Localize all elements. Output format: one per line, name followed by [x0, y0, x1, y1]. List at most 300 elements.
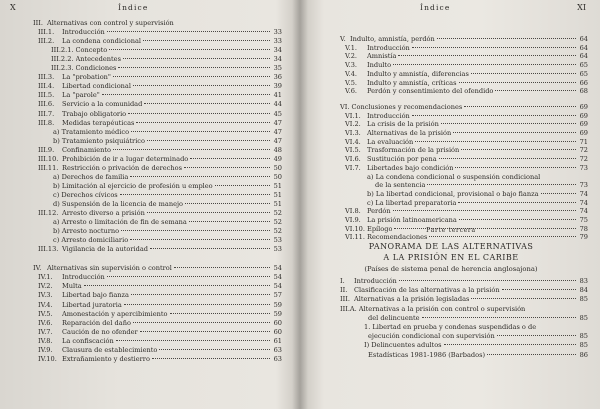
toc-entry-number: IV.3. — [38, 291, 53, 300]
toc-entry-number: III.7. — [38, 109, 55, 118]
dot-leader — [159, 349, 270, 350]
toc-entry-title: Amonestación y apercibimiento — [62, 309, 168, 318]
toc-entry-title: Confinamiento — [62, 145, 111, 154]
toc-entry-title: Libertad juratoria — [62, 300, 122, 309]
toc-entry-page: 34 — [273, 55, 282, 64]
toc-entry — [362, 323, 588, 332]
toc-entry-page: 66 — [579, 78, 588, 87]
toc-entry — [345, 79, 588, 88]
toc-entry-number: IV.9. — [38, 345, 53, 354]
toc-entry — [38, 155, 282, 164]
toc-entry-page: 64 — [579, 52, 588, 61]
toc-entry — [38, 28, 282, 37]
dot-leader — [459, 82, 577, 83]
toc-entry-page: 60 — [273, 327, 282, 336]
dot-leader — [84, 285, 270, 286]
dot-leader — [147, 212, 270, 213]
dot-leader — [130, 176, 270, 177]
toc-entry — [345, 216, 588, 225]
toc-entry — [340, 35, 588, 44]
toc-entry-title: Antecedentes — [75, 55, 121, 64]
toc-entry-title: Introducción — [62, 273, 105, 282]
toc-entry-title: Sustitución por pena — [367, 155, 437, 164]
dot-leader — [441, 123, 576, 124]
toc-entry — [38, 37, 282, 46]
toc-entry-number: VI.10. — [345, 224, 365, 233]
dot-leader — [170, 313, 271, 314]
toc-entry — [38, 301, 282, 310]
toc-entry — [340, 103, 588, 112]
toc-entry-title: b) Limitación al ejercicio de profesión u empleo — [53, 181, 213, 190]
toc-entry-number: IV.1. — [38, 273, 53, 282]
toc-entry — [365, 190, 588, 199]
toc-entry — [38, 91, 282, 100]
part-subtitle: (Países de sistema penal de herencia anglosajona) — [364, 265, 538, 273]
toc-entry-title: Perdón y consentimiento del ofendido — [367, 87, 494, 96]
toc-entry-title: a) La condena condicional o suspensión condicional — [367, 172, 541, 181]
dot-leader — [429, 236, 576, 237]
dot-leader — [184, 167, 270, 168]
toc-entry-title: del delincuente — [368, 313, 420, 322]
toc-entry-number: IV.4. — [38, 300, 53, 309]
left-running-head: Índice — [118, 3, 149, 12]
toc-entry-page: 51 — [273, 181, 282, 190]
toc-entry-number: VI.4. — [345, 137, 361, 146]
toc-entry-title: La prisión latinoamericana — [367, 216, 457, 224]
toc-entry-title: La "probation" — [62, 73, 111, 82]
toc-entry-page: 85 — [579, 341, 588, 350]
toc-entry-title: b) Arresto nocturno — [53, 227, 120, 236]
dot-leader — [147, 140, 270, 141]
toc-entry-title: a) Tratamiento médico — [53, 127, 130, 136]
dot-leader — [124, 304, 270, 305]
toc-entry — [38, 100, 282, 109]
toc-entry-page: 48 — [273, 145, 282, 154]
toc-entry — [345, 61, 588, 70]
dot-leader — [144, 103, 270, 104]
toc-entry-title: Conclusiones y recomendaciones — [351, 102, 463, 111]
toc-entry-page: 73 — [579, 163, 588, 172]
toc-entry-title: Trabajo obligatorio — [62, 109, 127, 118]
toc-entry-title: Condiciones — [75, 64, 117, 73]
toc-entry-title: Multa — [62, 282, 82, 291]
toc-entry-page: 52 — [273, 227, 282, 236]
dot-leader — [427, 184, 576, 185]
toc-entry-page: 49 — [273, 154, 282, 163]
dot-leader — [128, 113, 270, 114]
toc-entry-title: La condena condicional — [62, 37, 142, 46]
toc-entry-title: La crisis de la prisión — [367, 120, 439, 129]
toc-entry — [33, 264, 282, 273]
toc-entry-title: La "parole" — [62, 91, 100, 100]
toc-entry-page: 36 — [273, 73, 282, 82]
toc-entry — [38, 310, 282, 319]
toc-entry-number: VI.3. — [345, 129, 361, 137]
toc-entry-number: V.5. — [345, 78, 357, 87]
toc-entry — [38, 282, 282, 291]
toc-entry — [51, 191, 282, 200]
toc-entry-page: 69 — [579, 102, 588, 111]
toc-entry-number: III.2. — [38, 37, 55, 46]
toc-entry-number: VI.1. — [345, 111, 361, 120]
dot-leader — [120, 194, 270, 195]
toc-entry-page: 74 — [579, 207, 588, 216]
dot-leader — [113, 149, 270, 150]
toc-entry-page: 53 — [273, 236, 282, 245]
dot-leader — [118, 67, 270, 68]
dot-leader — [136, 122, 270, 123]
toc-entry-title: Trasformación de la prisión — [367, 146, 460, 155]
toc-entry-page: 65 — [579, 69, 588, 78]
toc-entry-title: Indulto, amnistía, perdón — [350, 35, 435, 43]
toc-entry-title: Indulto y amnistía, críticas — [367, 78, 457, 87]
toc-entry-number: IV.10. — [38, 354, 57, 363]
toc-entry — [345, 155, 588, 164]
toc-entry-title: La evaluación — [367, 137, 414, 146]
toc-entry-page: 47 — [273, 118, 282, 127]
toc-entry-page: 34 — [273, 46, 282, 55]
toc-entry-title: Arresto diverso a prisión — [62, 209, 145, 218]
toc-entry — [38, 110, 282, 119]
toc-entry-title: Alternativas a la prisión legisladas — [354, 295, 470, 304]
toc-entry-page: 86 — [579, 350, 588, 359]
toc-entry — [38, 346, 282, 355]
dot-leader — [189, 221, 270, 222]
right-folio: XI — [577, 3, 586, 12]
toc-entry-page: 60 — [273, 318, 282, 327]
toc-entry — [51, 55, 282, 64]
toc-entry-page: 85 — [579, 313, 588, 322]
toc-entry — [51, 182, 282, 191]
toc-entry-title: Libertades bajo condición — [367, 163, 454, 172]
toc-entry-number: IV.7. — [38, 327, 53, 336]
dot-leader — [502, 289, 576, 290]
dot-leader — [150, 248, 270, 249]
toc-entry — [38, 273, 282, 282]
toc-entry-page: 57 — [273, 291, 282, 300]
toc-entry-title: Clasificación de las alternativas a la prisión — [354, 286, 500, 295]
dot-leader — [109, 49, 270, 50]
toc-entry — [38, 146, 282, 155]
dot-leader — [121, 230, 270, 231]
dot-leader — [487, 354, 576, 355]
toc-entry-title: Indulto — [367, 61, 392, 70]
toc-entry-page: 69 — [579, 111, 588, 120]
toc-entry-title: Medidas terapéuticas — [62, 118, 135, 127]
toc-entry — [51, 173, 282, 182]
toc-entry — [38, 82, 282, 91]
toc-entry-title: Restricción o privación de derechos — [62, 163, 182, 172]
toc-entry-page: 51 — [273, 190, 282, 199]
dot-leader — [133, 85, 270, 86]
toc-entry — [365, 173, 588, 182]
toc-entry — [51, 128, 282, 137]
toc-entry-page: 71 — [579, 137, 588, 146]
dot-leader — [393, 64, 576, 65]
toc-entry-page: 85 — [579, 295, 588, 304]
dot-leader — [152, 358, 270, 359]
left-folio: X — [10, 3, 16, 12]
toc-entry-title: Servicio a la comunidad — [62, 100, 143, 109]
dot-leader — [393, 210, 576, 211]
toc-entry — [33, 19, 282, 28]
toc-entry-title: La confiscación — [62, 336, 114, 345]
toc-entry-title: b) La libertad condicional, provisional o bajo fianza — [367, 189, 539, 198]
toc-entry-title: d) Suspensión de la licencia de manejo — [53, 200, 184, 208]
toc-entry-page: 75 — [579, 216, 588, 224]
dot-leader — [471, 73, 576, 74]
toc-entry — [38, 291, 282, 300]
toc-entry-title: I) Delincuentes adultos — [364, 341, 442, 350]
toc-entry-title: ejecución condicional con supervisión — [368, 332, 495, 341]
part-label: Parte tercera — [426, 227, 476, 234]
toc-entry-number: III.9. — [38, 145, 55, 154]
toc-entry — [51, 227, 282, 236]
toc-entry-number: III.4. — [38, 82, 55, 91]
toc-entry-page: 33 — [273, 28, 282, 37]
toc-entry — [38, 337, 282, 346]
toc-entry-page: 47 — [273, 136, 282, 145]
toc-entry-number: I. — [340, 277, 345, 285]
toc-entry-page: 72 — [579, 146, 588, 155]
toc-entry-number: IV.2. — [38, 282, 53, 291]
toc-entry — [38, 73, 282, 82]
toc-entry-title: Libertad condicional — [62, 82, 131, 91]
toc-entry — [51, 236, 282, 245]
toc-entry-title: Alternativas con control y supervisión — [47, 19, 174, 27]
dot-leader — [455, 167, 576, 168]
left-page — [0, 0, 298, 409]
toc-entry-number: VI.11. — [345, 233, 365, 242]
toc-entry-number: III.6. — [38, 100, 55, 109]
toc-entry-title: Epílogo — [367, 224, 393, 233]
toc-entry — [345, 120, 588, 129]
toc-entry-number: IV.8. — [38, 336, 53, 345]
toc-entry-page: 79 — [579, 233, 588, 242]
toc-entry-number: III.11. — [38, 163, 59, 172]
toc-entry — [38, 245, 282, 254]
dot-leader — [190, 158, 270, 159]
toc-entry-page: 85 — [579, 332, 588, 341]
toc-entry-number: V.3. — [345, 61, 357, 70]
toc-entry — [340, 305, 588, 314]
toc-entry-page: 54 — [273, 282, 282, 291]
toc-entry-number: III.3. — [38, 73, 55, 82]
toc-entry-number: III.2.3. — [51, 64, 74, 73]
toc-entry — [38, 119, 282, 128]
toc-entry-page: 84 — [579, 286, 588, 295]
toc-entry-number: VI.5. — [345, 146, 361, 155]
dot-leader — [412, 115, 576, 116]
toc-entry-number: VI. — [340, 102, 350, 111]
toc-entry-page: 59 — [273, 300, 282, 309]
toc-entry-number: VI.6. — [345, 155, 361, 164]
toc-entry-page: 74 — [579, 189, 588, 198]
toc-entry-page: 33 — [273, 37, 282, 46]
toc-entry-title: c) La libertad preparatoria — [367, 198, 457, 207]
toc-entry — [366, 351, 588, 360]
toc-entry-page: 54 — [273, 264, 282, 273]
dot-leader — [495, 90, 576, 91]
toc-entry-title: Introducción — [354, 277, 397, 285]
toc-entry — [51, 46, 282, 55]
toc-entry-page: 72 — [579, 155, 588, 164]
toc-entry-title: Extrañamiento y destierro — [62, 354, 150, 363]
toc-entry — [38, 319, 282, 328]
toc-entry-number: VI.9. — [345, 216, 361, 224]
toc-entry-number: III.13. — [38, 245, 59, 254]
toc-entry — [340, 295, 588, 304]
toc-entry-page: 64 — [579, 35, 588, 43]
toc-entry-number: V.4. — [345, 69, 357, 78]
toc-entry-page: 64 — [579, 43, 588, 52]
toc-entry — [51, 218, 282, 227]
toc-entry-page: 50 — [273, 172, 282, 181]
dot-leader — [399, 280, 576, 281]
toc-entry-number: V. — [340, 35, 346, 43]
toc-entry-number: III.1. — [38, 28, 55, 37]
toc-entry — [340, 277, 588, 286]
toc-entry — [51, 64, 282, 73]
toc-entry-number: VI.7. — [345, 163, 361, 172]
toc-entry-page: 45 — [273, 109, 282, 118]
toc-entry — [38, 164, 282, 173]
toc-entry-title: Prohibición de ir a lugar determinado — [62, 154, 189, 163]
toc-entry — [362, 341, 588, 350]
dot-leader — [130, 239, 270, 240]
toc-entry-number: III. — [340, 295, 350, 304]
dot-leader — [461, 149, 576, 150]
toc-entry — [345, 138, 588, 147]
dot-leader — [415, 141, 576, 142]
toc-entry-number: IV.5. — [38, 309, 53, 318]
dot-leader — [140, 331, 270, 332]
dot-leader — [412, 47, 576, 48]
toc-entry-title: Recomendaciones — [367, 233, 428, 242]
toc-entry — [345, 207, 588, 216]
toc-entry-page: 59 — [273, 309, 282, 318]
toc-entry-number: IV.6. — [38, 318, 53, 327]
toc-entry-page: 52 — [273, 209, 282, 218]
toc-entry-page: 50 — [273, 163, 282, 172]
toc-entry-page: 83 — [579, 277, 588, 285]
toc-entry — [366, 332, 588, 341]
toc-entry — [345, 146, 588, 155]
dot-leader — [437, 38, 576, 39]
dot-leader — [116, 340, 270, 341]
toc-entry-number: III.2.2. — [51, 55, 74, 64]
dot-leader — [174, 267, 270, 268]
toc-entry-page: 53 — [273, 245, 282, 254]
toc-entry-title: Libertad bajo fianza — [62, 291, 129, 300]
toc-entry-page: 74 — [579, 198, 588, 207]
dot-leader — [131, 294, 270, 295]
toc-entry-title: Concepto — [75, 46, 108, 55]
toc-entry-title: Introducción — [367, 111, 410, 120]
toc-entry-title: b) Tratamiento psiquiátrico — [53, 136, 145, 145]
toc-entry-title: Indulto y amnistía, diferencias — [367, 69, 469, 78]
dot-leader — [215, 185, 270, 186]
toc-entry-page: 35 — [273, 64, 282, 73]
toc-entry-title: Vigilancia de la autoridad — [62, 245, 148, 254]
toc-entry — [38, 209, 282, 218]
dot-leader — [444, 344, 576, 345]
dot-leader — [497, 335, 576, 336]
dot-leader — [133, 322, 270, 323]
toc-entry-title: Perdón — [367, 207, 391, 216]
toc-entry-number: VI.8. — [345, 207, 361, 216]
right-running-head: Índice — [420, 3, 451, 12]
toc-entry-number: IV. — [33, 264, 42, 273]
toc-entry-page: 61 — [273, 336, 282, 345]
toc-entry-title: c) Arresto domiciliario — [53, 236, 129, 245]
toc-entry-number: III.A. — [340, 304, 357, 313]
dot-leader — [398, 55, 576, 56]
toc-entry — [345, 87, 588, 96]
toc-entry-page: 51 — [273, 200, 282, 208]
toc-entry — [340, 286, 588, 295]
toc-entry-number: III.5. — [38, 91, 55, 100]
toc-entry-title: Introducción — [367, 43, 410, 52]
dot-leader — [541, 193, 576, 194]
toc-entry-title: Amnistía — [367, 52, 397, 61]
part-title-line-1: PANORAMA DE LAS ALTERNATIVAS — [368, 242, 534, 251]
toc-entry-page: 41 — [273, 91, 282, 100]
toc-entry-title: Alternativas a la prisión con control o supervisión — [358, 304, 526, 313]
toc-entry — [366, 314, 588, 323]
toc-entry — [373, 181, 588, 190]
toc-entry-number: III.10. — [38, 154, 59, 163]
toc-entry-title: 1. Libertad en prueba y condenas suspendidas o de — [364, 323, 537, 331]
toc-entry — [345, 112, 588, 121]
toc-entry-page: 47 — [273, 127, 282, 136]
toc-entry — [345, 129, 588, 138]
dot-leader — [107, 31, 270, 32]
toc-entry-title: Introducción — [62, 28, 105, 37]
dot-leader — [107, 276, 270, 277]
dot-leader — [471, 298, 576, 299]
toc-entry — [365, 199, 588, 208]
toc-entry-number: VI.2. — [345, 120, 361, 129]
dot-leader — [102, 94, 270, 95]
toc-entry-title: Reparación del daño — [62, 318, 131, 327]
toc-entry-number: II. — [340, 286, 348, 295]
toc-entry-number: III.2.1. — [51, 46, 74, 55]
dot-leader — [113, 76, 270, 77]
toc-entry-title: Alternativas sin supervisión o control — [47, 264, 172, 273]
toc-entry-page: 78 — [579, 224, 588, 233]
dot-leader — [422, 317, 576, 318]
toc-entry-page: 63 — [273, 345, 282, 354]
toc-entry-title: de la sentencia — [375, 181, 426, 190]
toc-entry — [38, 355, 282, 364]
toc-entry-number: III.8. — [38, 118, 55, 127]
toc-entry — [345, 70, 588, 79]
dot-leader — [464, 106, 576, 107]
dot-leader — [143, 40, 270, 41]
toc-entry — [51, 137, 282, 146]
part-title-line-2: A LA PRISIÓN EN EL CARIBE — [383, 253, 519, 262]
dot-leader — [459, 219, 576, 220]
toc-entry-page: 69 — [579, 120, 588, 129]
toc-entry-title: a) Derechos de familia — [53, 172, 129, 181]
toc-entry-title: Caución de no ofender — [62, 327, 138, 336]
dot-leader — [453, 132, 576, 133]
dot-leader — [185, 203, 270, 204]
dot-leader — [439, 158, 576, 159]
dot-leader — [458, 202, 576, 203]
toc-entry-title: c) Derechos cívicos — [53, 190, 118, 199]
